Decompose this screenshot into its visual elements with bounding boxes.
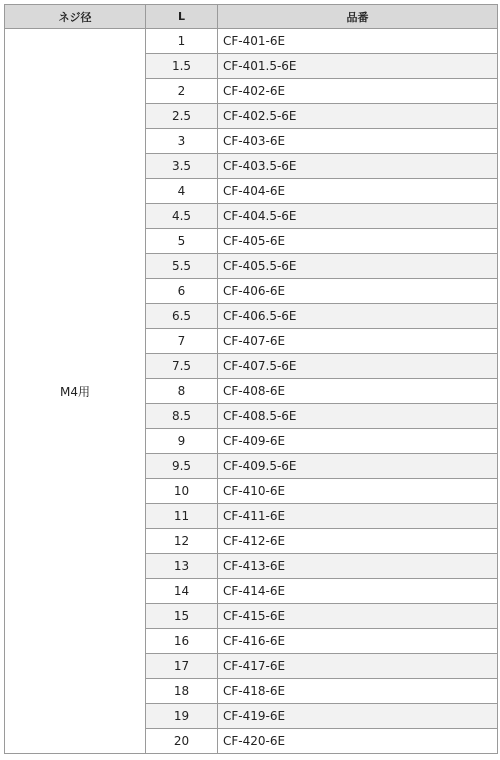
length-cell: 2 [146,79,218,104]
part-number-cell: CF-408.5-6E [218,404,498,429]
part-number-cell: CF-410-6E [218,479,498,504]
part-number-cell: CF-409.5-6E [218,454,498,479]
part-number-cell: CF-408-6E [218,379,498,404]
part-number-cell: CF-405-6E [218,229,498,254]
length-cell: 6 [146,279,218,304]
neji-kei-cell: M4用 [5,29,146,754]
parts-table [4,4,498,754]
length-cell: 7 [146,329,218,354]
length-cell: 10 [146,479,218,504]
part-number-cell: CF-416-6E [218,629,498,654]
length-cell: 8 [146,379,218,404]
length-cell: 15 [146,604,218,629]
length-cell: 16 [146,629,218,654]
part-number-cell: CF-418-6E [218,679,498,704]
length-cell: 7.5 [146,354,218,379]
header-row [5,5,498,29]
header-neji-kei: ネジ径 [5,5,146,29]
part-number-cell: CF-415-6E [218,604,498,629]
length-cell: 4 [146,179,218,204]
length-cell: 20 [146,729,218,754]
length-cell: 12 [146,529,218,554]
part-number-cell: CF-403.5-6E [218,154,498,179]
header-length: L [146,5,218,29]
part-number-cell: CF-419-6E [218,704,498,729]
part-number-cell: CF-406.5-6E [218,304,498,329]
part-number-cell: CF-405.5-6E [218,254,498,279]
part-number-cell: CF-401.5-6E [218,54,498,79]
part-number-cell: CF-420-6E [218,729,498,754]
table-row [5,29,498,54]
table-container [4,4,498,754]
length-cell: 1 [146,29,218,54]
length-cell: 2.5 [146,104,218,129]
part-number-cell: CF-404.5-6E [218,204,498,229]
part-number-cell: CF-417-6E [218,654,498,679]
part-number-cell: CF-407-6E [218,329,498,354]
length-cell: 6.5 [146,304,218,329]
length-cell: 5.5 [146,254,218,279]
part-number-cell: CF-412-6E [218,529,498,554]
part-number-cell: CF-407.5-6E [218,354,498,379]
part-number-cell: CF-403-6E [218,129,498,154]
length-cell: 1.5 [146,54,218,79]
part-number-cell: CF-401-6E [218,29,498,54]
length-cell: 9 [146,429,218,454]
part-number-cell: CF-411-6E [218,504,498,529]
length-cell: 13 [146,554,218,579]
length-cell: 11 [146,504,218,529]
part-number-cell: CF-414-6E [218,579,498,604]
header-part-number: 品番 [218,5,498,29]
length-cell: 14 [146,579,218,604]
part-number-cell: CF-402-6E [218,79,498,104]
part-number-cell: CF-402.5-6E [218,104,498,129]
part-number-cell: CF-409-6E [218,429,498,454]
part-number-cell: CF-413-6E [218,554,498,579]
length-cell: 8.5 [146,404,218,429]
length-cell: 4.5 [146,204,218,229]
length-cell: 5 [146,229,218,254]
length-cell: 9.5 [146,454,218,479]
length-cell: 18 [146,679,218,704]
length-cell: 3.5 [146,154,218,179]
length-cell: 19 [146,704,218,729]
part-number-cell: CF-406-6E [218,279,498,304]
length-cell: 17 [146,654,218,679]
length-cell: 3 [146,129,218,154]
part-number-cell: CF-404-6E [218,179,498,204]
table-body [5,29,498,754]
